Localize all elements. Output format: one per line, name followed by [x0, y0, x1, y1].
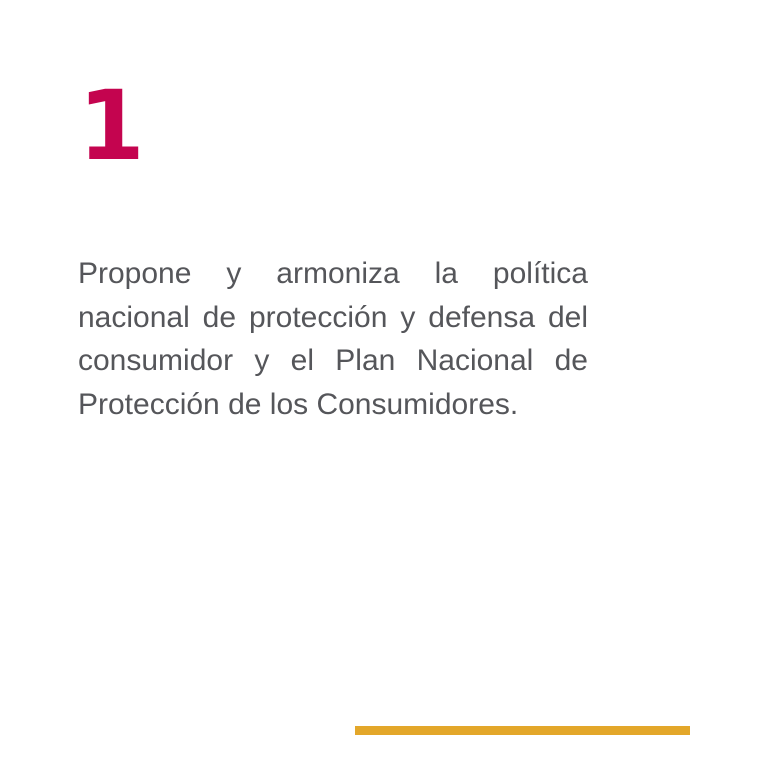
accent-bar	[355, 726, 690, 735]
slide-body-text: Propone y armoniza la política nacional de protección y defensa del consumidor y el Plan Nacional de Protección de los Consumidores.	[78, 257, 588, 421]
item-number: 1	[78, 70, 143, 182]
